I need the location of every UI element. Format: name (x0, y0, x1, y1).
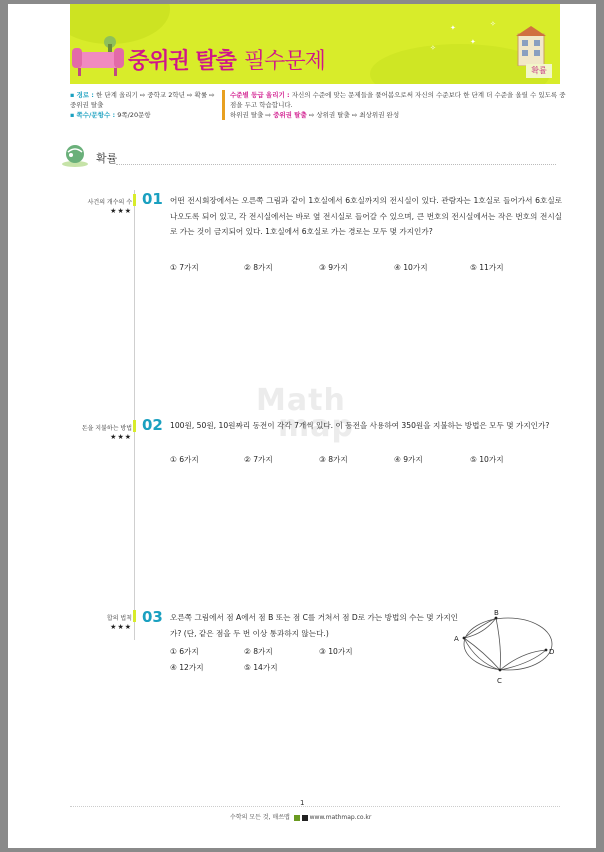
count-key: 쪽수/문항수 : (76, 111, 116, 119)
question-text: 오른쪽 그림에서 점 A에서 점 B 또는 점 C를 거쳐서 점 D로 가는 방법의 수는 몇 가지인가? (단, 같은 점을 두 번 이상 통과하지 않는다.) (170, 613, 458, 638)
difficulty-stars: ★★★ (110, 623, 132, 631)
answer-option[interactable]: ⑤ 10가지 (470, 455, 504, 464)
path-info (70, 90, 216, 110)
answer-option[interactable]: ④ 12가지 (170, 663, 204, 672)
banner-title-main: 중위권 탈출 (128, 49, 236, 74)
level-flow (230, 110, 570, 120)
course-info (70, 90, 216, 120)
question-marker (133, 420, 136, 432)
path-diagram (450, 608, 560, 688)
watermark-line: map (278, 409, 354, 444)
sofa-illustration (70, 34, 130, 84)
flow-current: 중위권 탈출 (273, 111, 307, 119)
answer-option[interactable]: ⑤ 11가지 (470, 263, 504, 272)
footer (230, 812, 371, 821)
footer-url[interactable]: www.mathmap.co.kr (309, 814, 372, 821)
banner-title-sub: 필수문제 (243, 49, 325, 74)
section-title: 확률 (96, 152, 118, 165)
question-number: 01 (142, 190, 163, 208)
header-banner (70, 4, 560, 84)
question-text: 100원, 50원, 10원짜리 동전이 각각 7개씩 있다. 이 동전을 사용하여 350원을 지불하는 방법은 모두 몇 가지인가? (170, 421, 550, 430)
path-key: 경로 : (76, 91, 94, 99)
answer-option[interactable]: ② 7가지 (244, 455, 273, 464)
building-illustration (514, 26, 548, 66)
sparkle-icon: ✦ (450, 24, 456, 32)
answer-option[interactable]: ④ 9가지 (394, 455, 423, 464)
sparkle-icon: ✧ (430, 44, 436, 52)
answer-option[interactable]: ② 8가지 (244, 263, 273, 272)
topic-tag: 확률 (526, 64, 552, 78)
bullet-icon: ▪ (70, 111, 75, 119)
count-info (70, 110, 216, 120)
answer-option[interactable]: ④ 10가지 (394, 263, 428, 272)
logo-square-icon (302, 815, 308, 821)
logo-square-icon (294, 815, 300, 821)
question-marker (133, 610, 136, 622)
flow-lower: 하위권 탈출 ⇨ (230, 111, 271, 119)
question-category: 사건의 개수의 수 (87, 199, 132, 206)
answer-option[interactable]: ② 8가지 (244, 647, 273, 656)
question-divider (134, 190, 135, 640)
question-category: 돈을 지불하는 방법 (81, 425, 132, 432)
question-category: 합의 법칙 (106, 615, 132, 622)
path-value: 한 단계 올리기 ⇨ 중학교 2학년 ⇨ 확률 ⇨ 중위권 탈출 (70, 91, 215, 109)
question-marker (133, 194, 136, 206)
section-header (60, 142, 560, 170)
answer-option[interactable]: ③ 10가지 (319, 647, 353, 656)
question-text: 어떤 전시회장에서는 오른쪽 그림과 같이 1호실에서 6호실까지의 전시실이 있다. 관람자는 1호실로 들어가서 6호실로 나오도록 되어 있고, 각 전시실에서는 바로 옆 전시실로 들어갈 수 있으며, 큰 번호의 전시실에서는 작은 번호의 전시실로 가는 것이 금지되어 있다. 1호실에서 6호실로 가는 경로는 모두 몇 가지인가? (170, 196, 562, 236)
answer-option[interactable]: ⑤ 14가지 (244, 663, 278, 672)
difficulty-stars: ★★★ (110, 207, 132, 215)
difficulty-stars: ★★★ (110, 433, 132, 441)
point-label-d: D (549, 648, 555, 656)
point-label-b: B (494, 609, 499, 617)
level-value: 자신의 수준에 맞는 문제들을 풀어봄으로써 자신의 수준보다 한 단계 더 수준을 올릴 수 있도록 중점을 두고 학습합니다. (230, 91, 566, 109)
footer-divider (70, 806, 560, 807)
document-page (8, 4, 596, 848)
bullet-icon: ▪ (70, 91, 75, 99)
answer-option[interactable]: ③ 9가지 (319, 263, 348, 272)
divider (116, 164, 556, 165)
point-label-a: A (454, 635, 459, 643)
banner-title (128, 44, 325, 75)
point-label-c: C (497, 677, 502, 685)
question-number: 02 (142, 416, 163, 434)
question-number: 03 (142, 608, 163, 626)
flow-upper: ⇨ 상위권 탈출 ⇨ 최상위권 완성 (308, 111, 400, 119)
sparkle-icon: ✧ (490, 20, 496, 28)
answer-option[interactable]: ③ 8가지 (319, 455, 348, 464)
count-value: 9쪽/20문항 (117, 111, 151, 119)
watermark-line: Math (256, 383, 346, 418)
level-key: 수준별 등급 올리기 : (230, 91, 290, 99)
footer-slogan: 수학의 모든 것, 매쓰맵 (230, 814, 290, 821)
globe-icon (60, 142, 90, 168)
answer-option[interactable]: ① 6가지 (170, 647, 199, 656)
page-number: 1 (300, 799, 305, 807)
answer-option[interactable]: ① 6가지 (170, 455, 199, 464)
answer-option[interactable]: ① 7가지 (170, 263, 199, 272)
sparkle-icon: ✦ (470, 38, 476, 46)
level-info (222, 90, 570, 120)
